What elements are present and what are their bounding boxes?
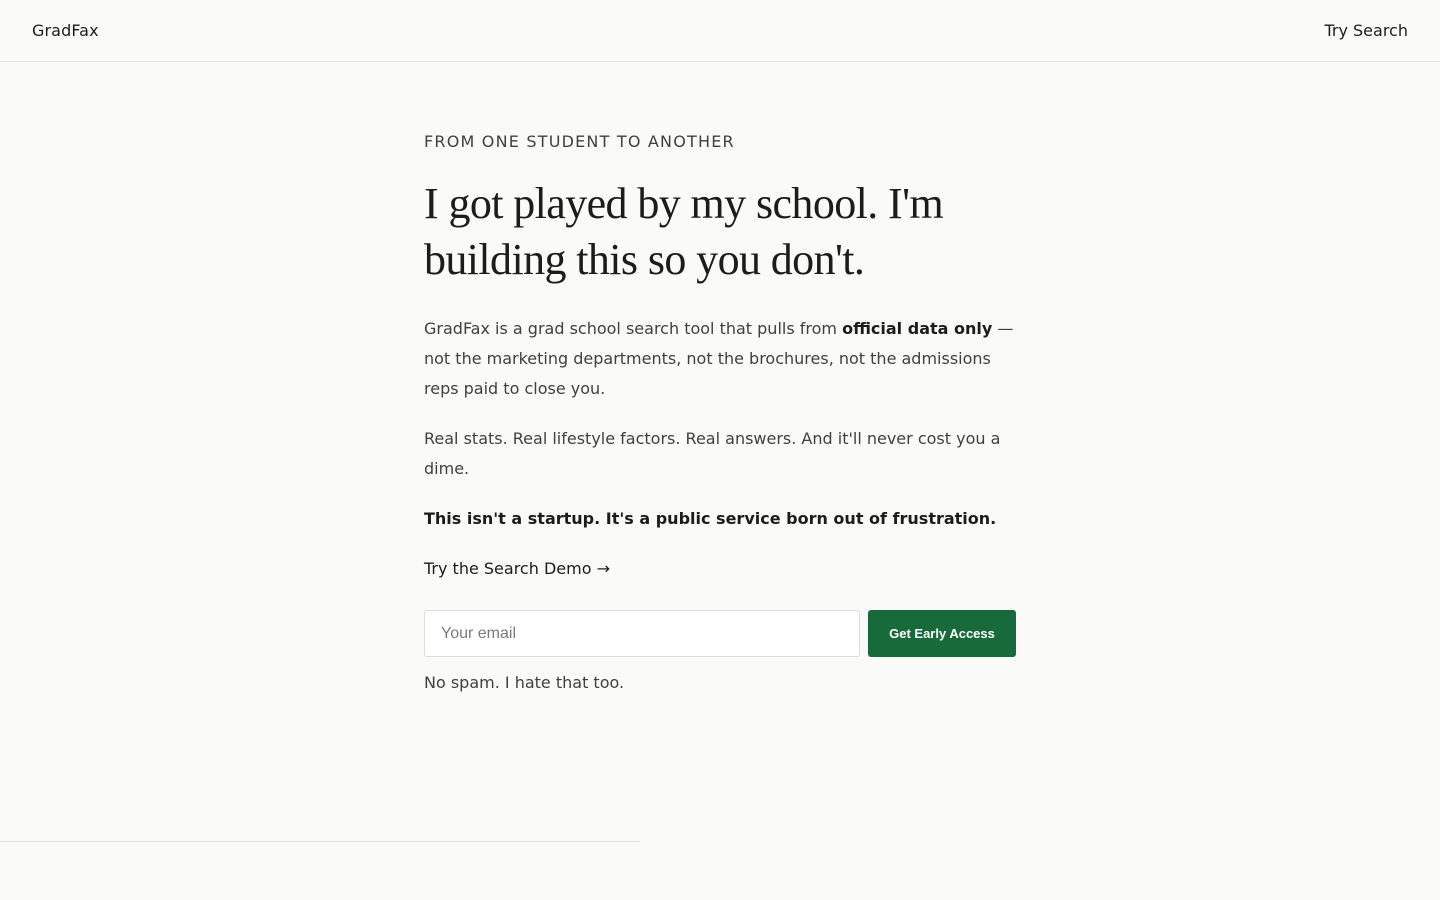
search-demo-link[interactable]: Try the Search Demo → (424, 559, 610, 578)
get-early-access-button[interactable]: Get Early Access (868, 610, 1016, 657)
top-nav-bar (0, 0, 1440, 62)
brand-logo[interactable]: GradFax (32, 21, 99, 40)
footer-divider (0, 841, 640, 842)
intro-text-start: GradFax is a grad school search tool that pulls from (424, 319, 843, 338)
try-search-link[interactable]: Try Search (1324, 21, 1408, 40)
intro-text-end: — not the marketing departments, not the brochures, not the admissions reps paid to close you. (424, 319, 1014, 398)
eyebrow-text: FROM ONE STUDENT TO ANOTHER (424, 132, 735, 151)
page-headline: I got played by my school. I'm building this so you don't. (424, 179, 944, 284)
intro-paragraph (424, 314, 1016, 404)
intro-emphasis: official data only (842, 319, 993, 338)
email-input[interactable] (424, 610, 860, 657)
signup-form (424, 610, 1016, 657)
mission-statement: This isn't a startup. It's a public service born out of frustration. (424, 509, 997, 528)
value-paragraph: Real stats. Real lifestyle factors. Real answers. And it'll never cost you a dime. (424, 429, 1001, 478)
hero-section (424, 130, 1024, 698)
no-spam-note: No spam. I hate that too. (424, 673, 625, 692)
